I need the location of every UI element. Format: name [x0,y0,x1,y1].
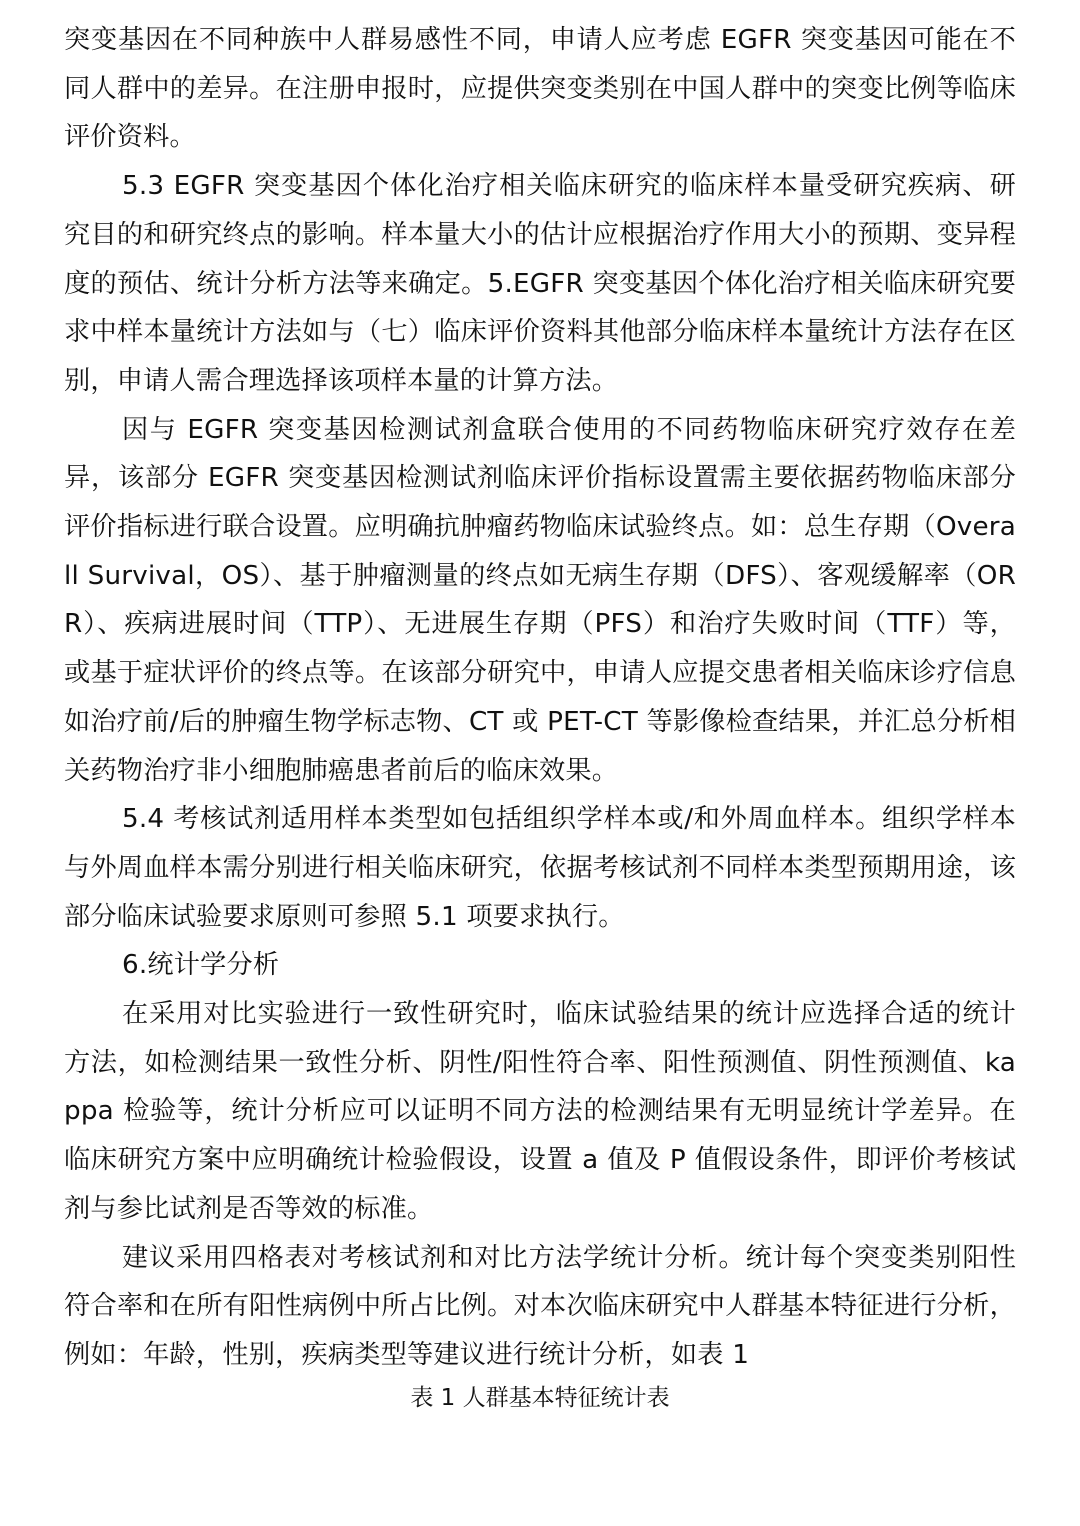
paragraph-clinical-endpoints: 因与 EGFR 突变基因检测试剂盒联合使用的不同药物临床研究疗效存在差异，该部分 EGFR 突变基因检测试剂临床评价指标设置需主要依据药物临床部分评价指标进行联合设置。应明确抗肿瘤药物临床试验终点。如：总生存期（Overall Survival，OS）、基于肿瘤测量的终点如无病生存期（DFS）、客观缓解率（ORR）、疾病进展时间（TTP）、无进展生存期（PFS）和治疗失败时间（TTF）等，或基于症状评价的终点等。在该部分研究中，申请人应提交患者相关临床诊疗信息如治疗前/后的肿瘤生物学标志物、CT 或 PET-CT 等影像检查结果，并汇总分析相关药物治疗非小细胞肺癌患者前后的临床效果。 [64,414,1016,786]
section-heading-statistical-analysis: 6.统计学分析 [122,950,280,981]
paragraph-consistency-statistics: 在采用对比实验进行一致性研究时，临床试验结果的统计应选择合适的统计方法，如检测结果一致性分析、阴性/阳性符合率、阳性预测值、阴性预测值、kappa 检验等，统计分析应可以证明不同方法的检测结果有无明显统计学差异。在临床研究方案中应明确统计检验假设，设置 a 值及 P 值假设条件，即评价考核试剂与参比试剂是否等效的标准。 [64,999,1016,1224]
paragraph-fourfold-table: 建议采用四格表对考核试剂和对比方法学统计分析。统计每个突变类别阳性符合率和在所有阳性病例中所占比例。对本次临床研究中人群基本特征进行分析，例如：年龄，性别，疾病类型等建议进行统计分析，如表 1 [64,1242,1016,1370]
paragraph-population-difference: 突变基因在不同种族中人群易感性不同，申请人应考虑 EGFR 突变基因可能在不同人群中的差异。在注册申报时，应提供突变类别在中国人群中的突变比例等临床评价资料。 [64,25,1016,153]
paragraph-sample-types: 5.4 考核试剂适用样本类型如包括组织学样本或/和外周血样本。组织学样本与外周血样本需分别进行相关临床研究，依据考核试剂不同样本类型预期用途，该部分临床试验要求原则可参照 5.1 项要求执行。 [64,804,1016,932]
table-caption: 表 1 人群基本特征统计表 [410,1384,670,1411]
paragraph-sample-size: 5.3 EGFR 突变基因个体化治疗相关临床研究的临床样本量受研究疾病、研究目的和研究终点的影响。样本量大小的估计应根据治疗作用大小的预期、变异程度的预估、统计分析方法等来确定。5.EGFR 突变基因个体化治疗相关临床研究要求中样本量统计方法如与（七）临床评价资料其他部分临床样本量统计方法存在区别，申请人需合理选择该项样本量的计算方法。 [64,171,1016,396]
